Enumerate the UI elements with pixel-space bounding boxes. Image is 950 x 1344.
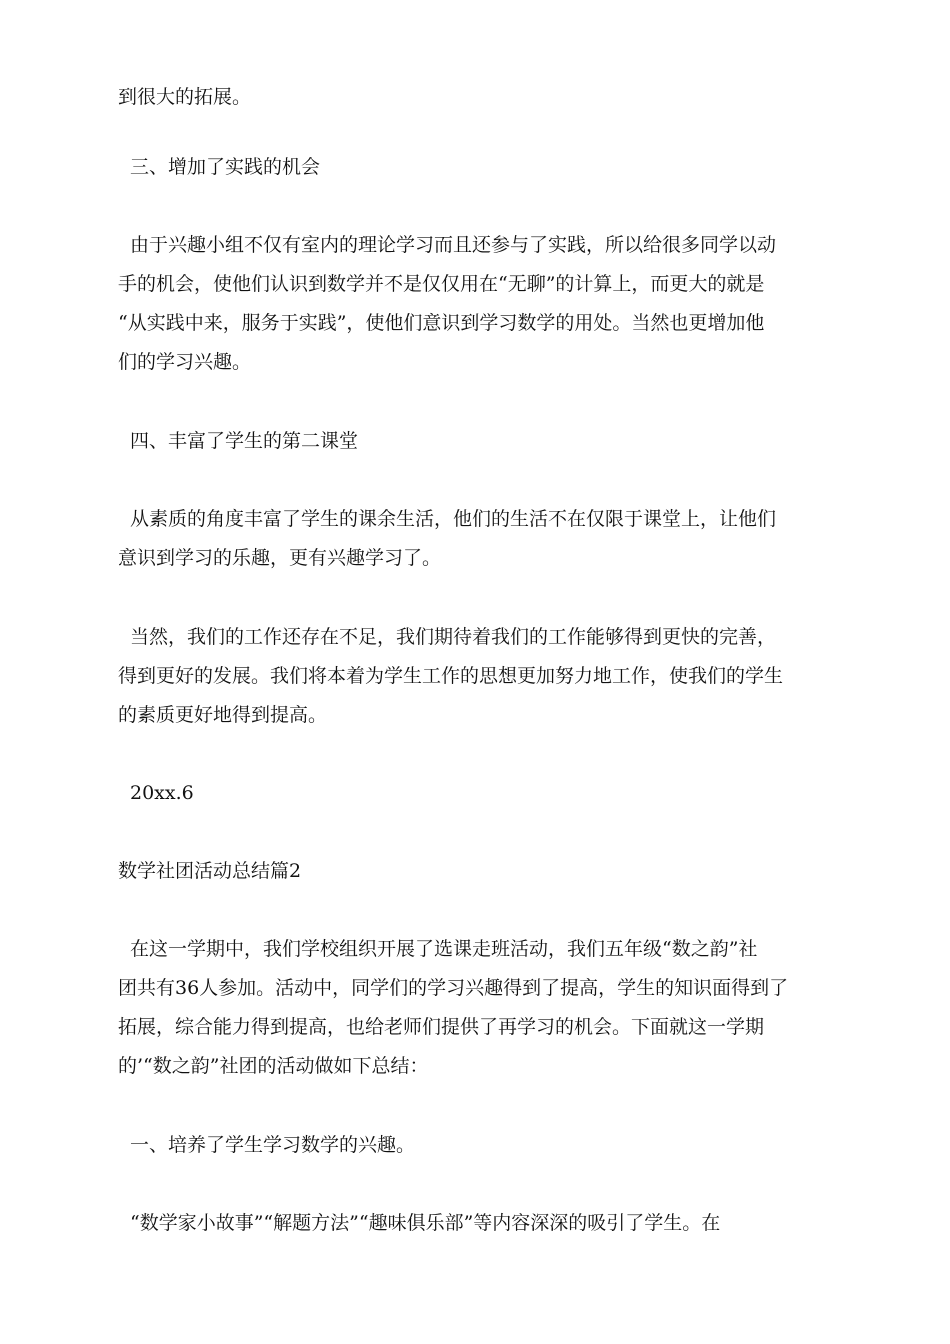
text-line: “数学家小故事”“解题方法”“趣味俱乐部”等内容深深的吸引了学生。在 — [130, 1212, 721, 1234]
text-line: “从实践中来，服务于实践”，使他们意识到学习数学的用处。当然也更增加他 — [118, 312, 765, 334]
text-line: 得到更好的发展。我们将本着为学生工作的思想更加努力地工作，使我们的学生 — [118, 665, 784, 687]
paragraph-continuation — [118, 78, 834, 117]
paragraph-intro-2 — [118, 930, 834, 1086]
paragraph-practice — [118, 226, 834, 382]
text-line: 到很大的拓展。 — [118, 86, 252, 108]
text-line: 当然，我们的工作还存在不足，我们期待着我们的工作能够得到更快的完善， — [130, 626, 777, 648]
date-text: 20xx.6 — [130, 782, 194, 804]
text-line: 从素质的角度丰富了学生的课余生活，他们的生活不在仅限于课堂上，让他们 — [130, 508, 777, 530]
text-line: 拓展，综合能力得到提高，也给老师们提供了再学习的机会。下面就这一学期 — [118, 1016, 765, 1038]
text-line: 团共有36人参加。活动中，同学们的学习兴趣得到了提高，学生的知识面得到了 — [118, 977, 789, 999]
text-line: 在这一学期中，我们学校组织开展了选课走班活动，我们五年级“数之韵”社 — [130, 938, 758, 960]
text-line: 由于兴趣小组不仅有室内的理论学习而且还参与了实践，所以给很多同学以动 — [130, 234, 777, 256]
heading-text: 四、丰富了学生的第二课堂 — [130, 430, 359, 452]
section-heading-3 — [118, 148, 834, 187]
heading-text: 一、培养了学生学习数学的兴趣。 — [130, 1134, 416, 1156]
paragraph-second-classroom — [118, 500, 834, 578]
article-title-2 — [118, 852, 834, 891]
title-text: 数学社团活动总结篇2 — [118, 860, 302, 882]
section-heading-4 — [118, 422, 834, 461]
text-line: 的素质更好地得到提高。 — [118, 704, 328, 726]
section-heading-1 — [118, 1126, 834, 1165]
text-line: 的’“数之韵”社团的活动做如下总结： — [118, 1055, 429, 1077]
date-line — [118, 774, 834, 813]
paragraph-shortcomings — [118, 618, 834, 735]
paragraph-interest — [118, 1204, 834, 1243]
text-line: 意识到学习的乐趣，更有兴趣学习了。 — [118, 547, 442, 569]
heading-text: 三、增加了实践的机会 — [130, 156, 321, 178]
text-line: 们的学习兴趣。 — [118, 351, 252, 373]
text-line: 手的机会，使他们认识到数学并不是仅仅用在“无聊”的计算上，而更大的就是 — [118, 273, 765, 295]
